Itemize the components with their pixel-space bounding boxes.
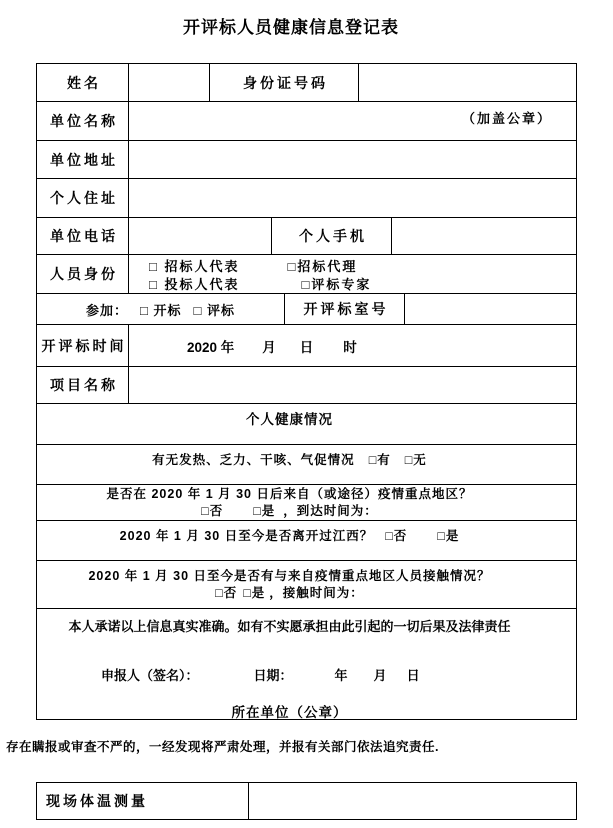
name-label: 姓名 [67,74,101,91]
contact-row [37,561,576,608]
unit-name-label: 单位名称 [50,113,118,129]
table-row [37,293,576,324]
leave-yes-checkbox-option[interactable]: □是 [437,529,460,543]
symptom-yes-checkbox-option[interactable]: □有 [368,453,391,467]
promise-statement: 本人承诺以上信息真实准确。如有不实愿承担由此引起的一切后果及法律责任 [68,619,511,634]
table-row [37,324,576,366]
participate-cell [37,294,284,324]
table-row [37,560,576,608]
unit-seal-line: 所在单位（公章） [231,705,348,720]
table-row [37,64,576,101]
project-name-label: 项目名称 [50,377,118,393]
travel-yes-checkbox-option[interactable]: □是 [253,504,276,518]
table-row [37,178,576,217]
evaluation-expert-checkbox-option[interactable]: □评标专家 [301,277,372,292]
travel-arrival-time-label: ，到达时间为： [283,504,378,518]
personal-address-input[interactable] [128,179,576,217]
registration-table [36,63,577,720]
declaration-cell [37,609,576,719]
unit-name-input[interactable] [128,102,576,140]
date-month-label: 月 [373,668,387,683]
symptom-question: 有无发热、乏力、干咳、气促情况 [152,453,355,467]
travel-no-checkbox-option[interactable]: □否 [201,504,224,518]
table-row [37,254,576,293]
table-row [37,444,576,484]
date-year-label: 年 [334,668,348,683]
table-row [37,484,576,520]
contact-question: 2020 年 1 月 30 日至今是否有与来自疫情重点地区人员接触情况？ [88,569,491,583]
warning-note: 存在瞒报或审查不严的，一经发现将严肃处理，并报有关部门依法追究责任. [6,740,439,754]
time-label: 开评标时间 [41,337,127,354]
table-row [37,217,576,254]
bidding-agent-checkbox-option[interactable]: □招标代理 [287,259,358,274]
time-hour: 时 [343,339,357,355]
health-section-cell [37,404,576,444]
id-number-label: 身份证号码 [209,64,358,101]
temperature-label: 现场体温测量 [46,793,148,809]
participate-label: 参加： [86,302,129,318]
personal-address-label: 个人住址 [50,190,118,206]
unit-phone-label: 单位电话 [50,228,118,244]
table-row [37,520,576,560]
identity-options-line1 [149,258,576,276]
date-label: 日期： [253,668,293,683]
mobile-label: 个人手机 [271,218,391,254]
date-day-label: 日 [406,668,420,683]
identity-options [128,255,576,293]
contact-yes-checkbox-option[interactable]: □是 [243,586,266,600]
travel-row [37,485,576,520]
seal-note: （加盖公章） [461,111,552,126]
travel-answer-line [37,503,542,520]
table-row [37,366,576,403]
temperature-table [36,782,577,820]
time-year: 2020 年 [187,339,235,355]
leave-row [37,521,576,560]
declarant-label: 申报人（签名）： [101,668,199,683]
bid-evaluation-checkbox-option[interactable]: □ 评标 [193,302,235,318]
name-input[interactable] [128,64,209,101]
leave-no-checkbox-option[interactable]: □否 [385,529,408,543]
unit-address-label: 单位地址 [50,151,118,168]
table-row [37,403,576,444]
signature-line [37,665,576,684]
health-section-header: 个人健康情况 [246,412,333,427]
room-number-label: 开评标室号 [284,294,404,324]
leave-question: 2020 年 1 月 30 日至今是否离开过江西？ [119,529,374,543]
bidder-representative-checkbox-option[interactable]: □ 招标人代表 [149,259,240,274]
identity-options-line2 [149,276,576,294]
table-row [37,140,576,178]
time-month: 月 [262,339,276,355]
room-number-input[interactable] [404,294,576,324]
symptom-row [37,445,576,484]
mobile-input[interactable] [391,218,576,254]
unit-address-input[interactable] [128,141,576,178]
table-row [37,608,576,719]
page-title: 开评标人员健康信息登记表 [183,18,399,37]
time-day: 日 [299,339,314,355]
table-row [37,101,576,140]
project-name-input[interactable] [128,367,576,403]
temperature-input[interactable] [248,783,576,819]
bid-opening-checkbox-option[interactable]: □ 开标 [140,302,182,318]
identity-label: 人员身份 [50,266,118,282]
contact-answer-line [37,585,542,602]
contact-time-label: ，接触时间为： [269,586,364,600]
symptom-no-checkbox-option[interactable]: □无 [404,453,427,467]
id-number-input[interactable] [358,64,576,101]
travel-question: 是否在 2020 年 1 月 30 日后来自（或途径）疫情重点地区？ [106,487,473,501]
contact-no-checkbox-option[interactable]: □否 [215,586,238,600]
time-input[interactable] [128,325,576,366]
unit-phone-input[interactable] [128,218,271,254]
tenderer-representative-checkbox-option[interactable]: □ 投标人代表 [149,277,240,292]
